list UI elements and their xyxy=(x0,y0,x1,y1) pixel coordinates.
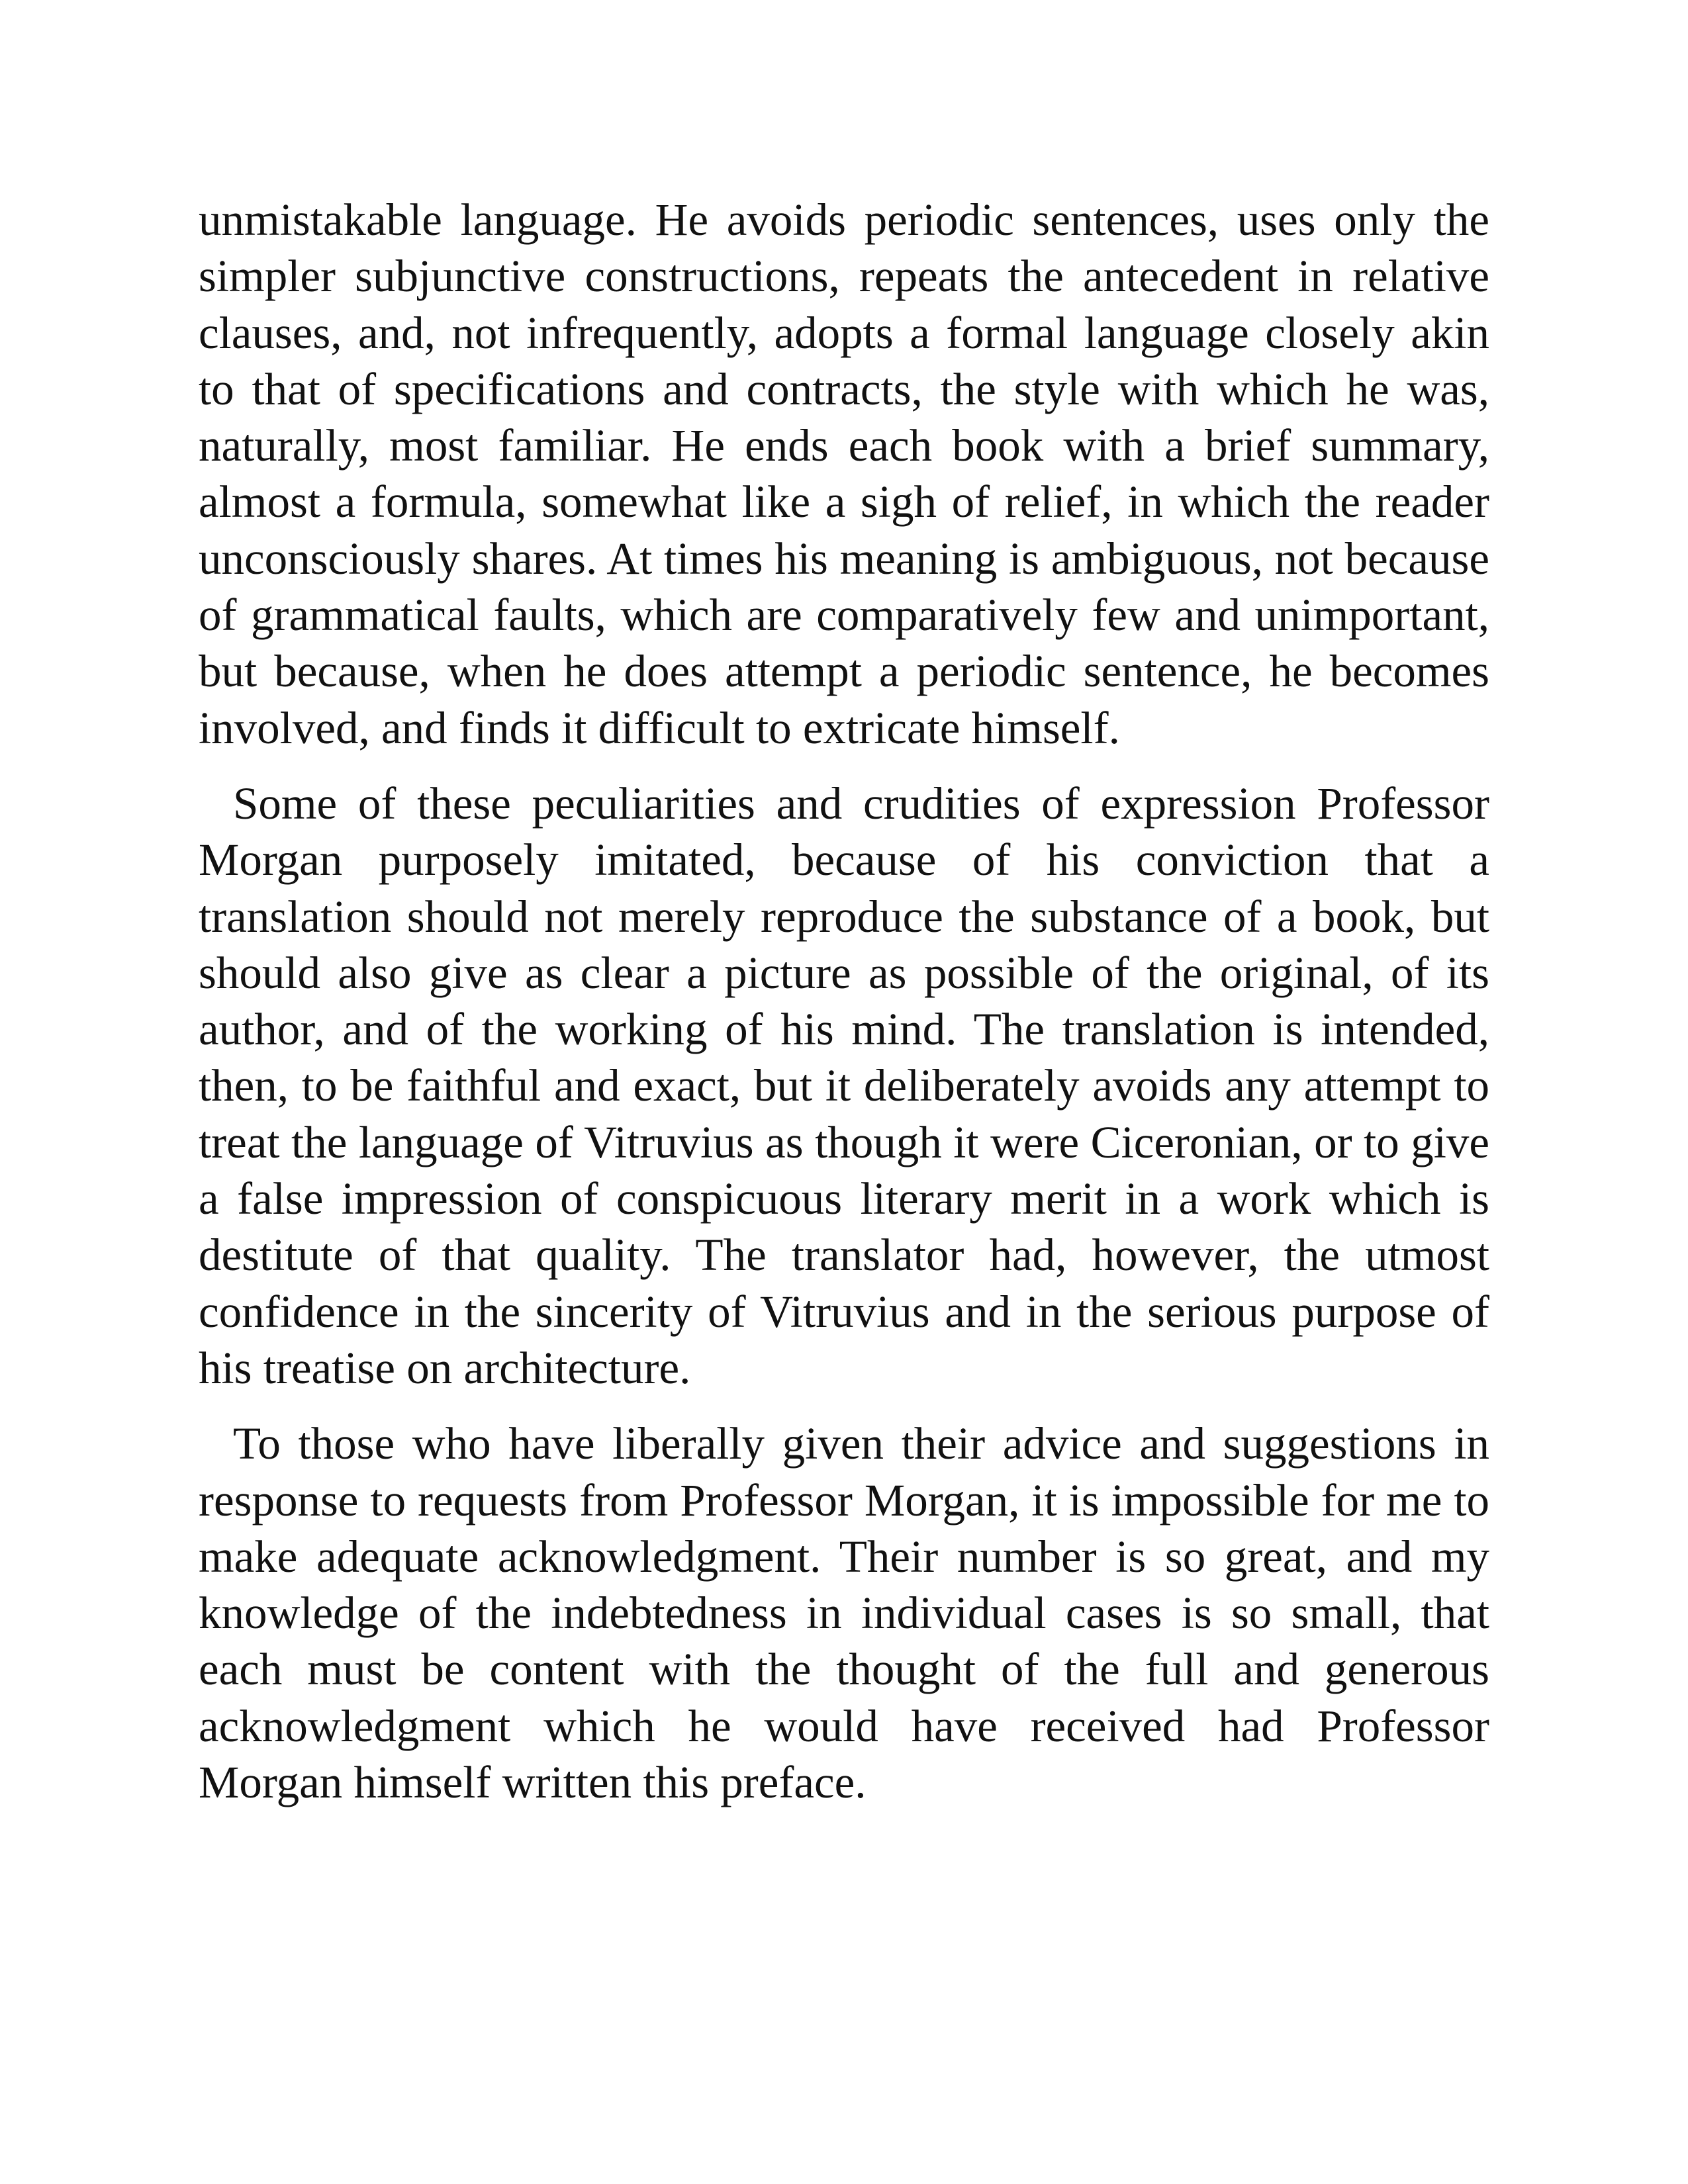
paragraph-continued: unmistakable language. He avoids periodic sentences, uses only the simpler subjunctive constructions, repeats the antecedent in relative clauses, and, not infrequently, adopts a formal language closely akin to that of specifications and contracts, the style with which he was, naturally, most familiar. He ends each book with a brief summary, almost a formula, somewhat like a sigh of relief, in which the reader unconsciously shares. At times his meaning is ambiguous, not because of grammatical faults, which are comparatively few and unimportant, but because, when he does attempt a periodic sentence, he becomes involved, and finds it difficult to extricate himself. xyxy=(199,195,1489,753)
paragraph-translation-approach: Some of these peculiarities and crudities of expression Professor Morgan purposely imitated, because of his conviction that a translation should not merely reproduce the substance of a book, but should also give as clear a picture as possible of the original, of its author, and of the working of his mind. The translation is intended, then, to be faithful and exact, but it deliberately avoids any attempt to treat the language of Vitruvius as though it were Ciceronian, or to give a false impression of conspicuous literary merit in a work which is destitute of that quality. The translator had, however, the utmost confidence in the sincerity of Vitruvius and in the serious purpose of his treatise on architecture. xyxy=(199,778,1489,1393)
page-body xyxy=(199,192,1489,1811)
paragraph-acknowledgment: To those who have liberally given their advice and suggestions in response to requests from Professor Morgan, it is impossible for me to make adequate acknowledgment. Their number is so great, and my knowledge of the indebtedness in individual cases is so small, that each must be content with the thought of the full and generous acknowledgment which he would have received had Professor Morgan himself written this preface. xyxy=(199,1418,1489,1808)
